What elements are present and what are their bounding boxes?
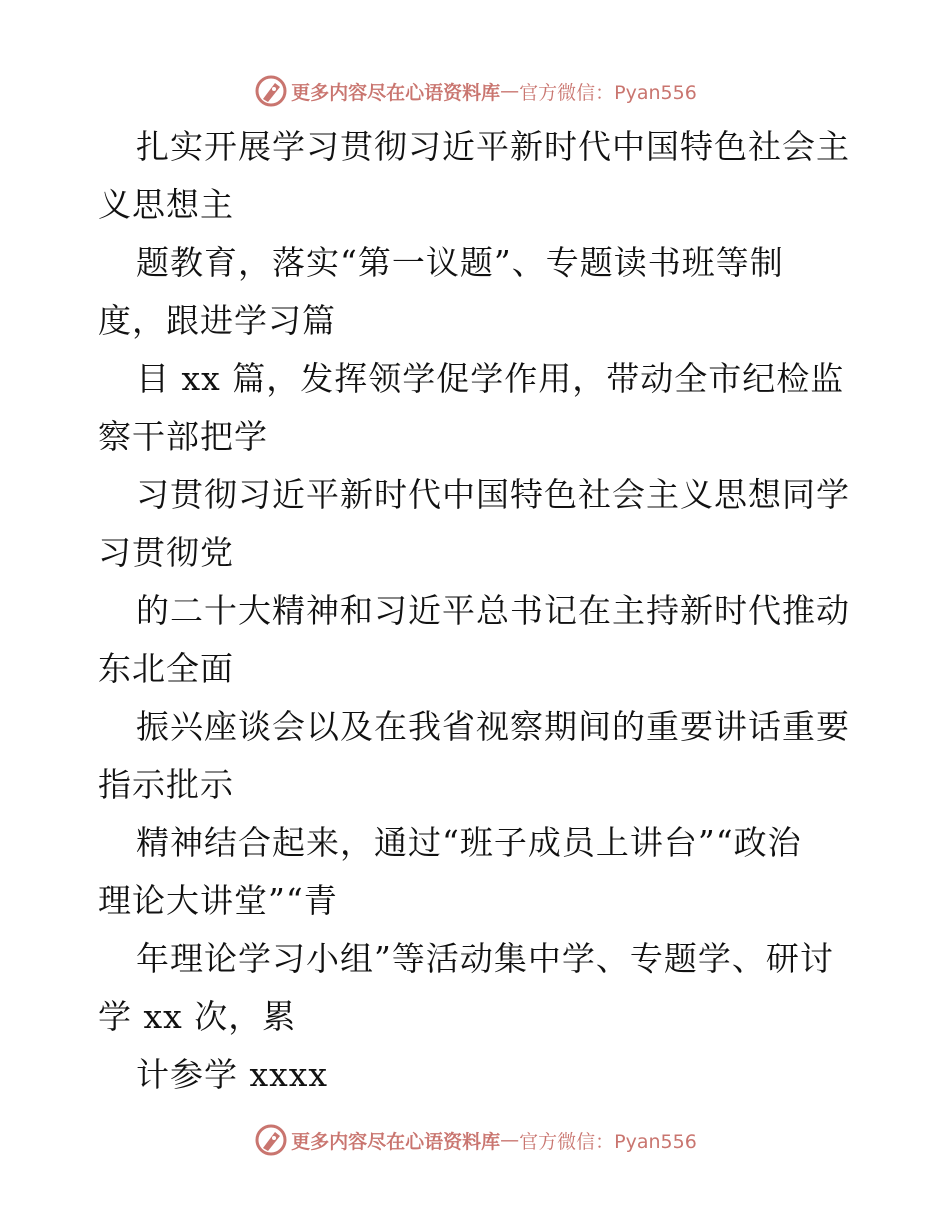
paragraph-line: 学 xx 次，累 [98, 997, 297, 1036]
paragraph-line: 精神结合起来，通过“班子成员上讲台”“政治 [136, 823, 802, 862]
paragraph-line: 察干部把学 [98, 417, 268, 456]
paragraph-line: 计参学 xxxx [136, 1055, 328, 1094]
paragraph-line: 东北全面 [98, 649, 234, 688]
document-body [98, 118, 858, 1104]
paragraph-line: 目 xx 篇，发挥领学促学作用，带动全市纪检监 [136, 359, 845, 398]
paragraph-line: 习贯彻党 [98, 533, 234, 572]
paragraph-line: 度，跟进学习篇 [98, 301, 336, 340]
watermark-contact-text: 官方微信：Pyan556 [519, 1130, 697, 1153]
paragraph-line: 年理论学习小组”等活动集中学、专题学、研讨 [136, 939, 834, 978]
paragraph-line: 题教育，落实“第一议题”、专题读书班等制 [136, 243, 784, 282]
watermark-contact-text: 官方微信：Pyan556 [519, 81, 697, 104]
paragraph-line: 振兴座谈会以及在我省视察期间的重要讲话重要 [136, 707, 850, 746]
paragraph-line: 理论大讲堂”“青 [98, 881, 338, 920]
pen-nib-logo-icon [253, 73, 289, 109]
paragraph-line: 义思想主 [98, 185, 234, 224]
watermark-separator: — [500, 80, 520, 102]
watermark-main-text: 更多内容尽在心语资料库 [291, 1130, 501, 1153]
paragraph-line: 指示批示 [98, 765, 234, 804]
header-watermark [0, 71, 950, 111]
paragraph-line: 扎实开展学习贯彻习近平新时代中国特色社会主 [136, 127, 850, 166]
footer-watermark [0, 1120, 950, 1160]
paragraph-line: 的二十大精神和习近平总书记在主持新时代推动 [136, 591, 850, 630]
paragraph-line: 习贯彻习近平新时代中国特色社会主义思想同学 [136, 475, 850, 514]
watermark-separator: — [500, 1129, 520, 1151]
watermark-main-text: 更多内容尽在心语资料库 [291, 81, 501, 104]
pen-nib-logo-icon [253, 1122, 289, 1158]
